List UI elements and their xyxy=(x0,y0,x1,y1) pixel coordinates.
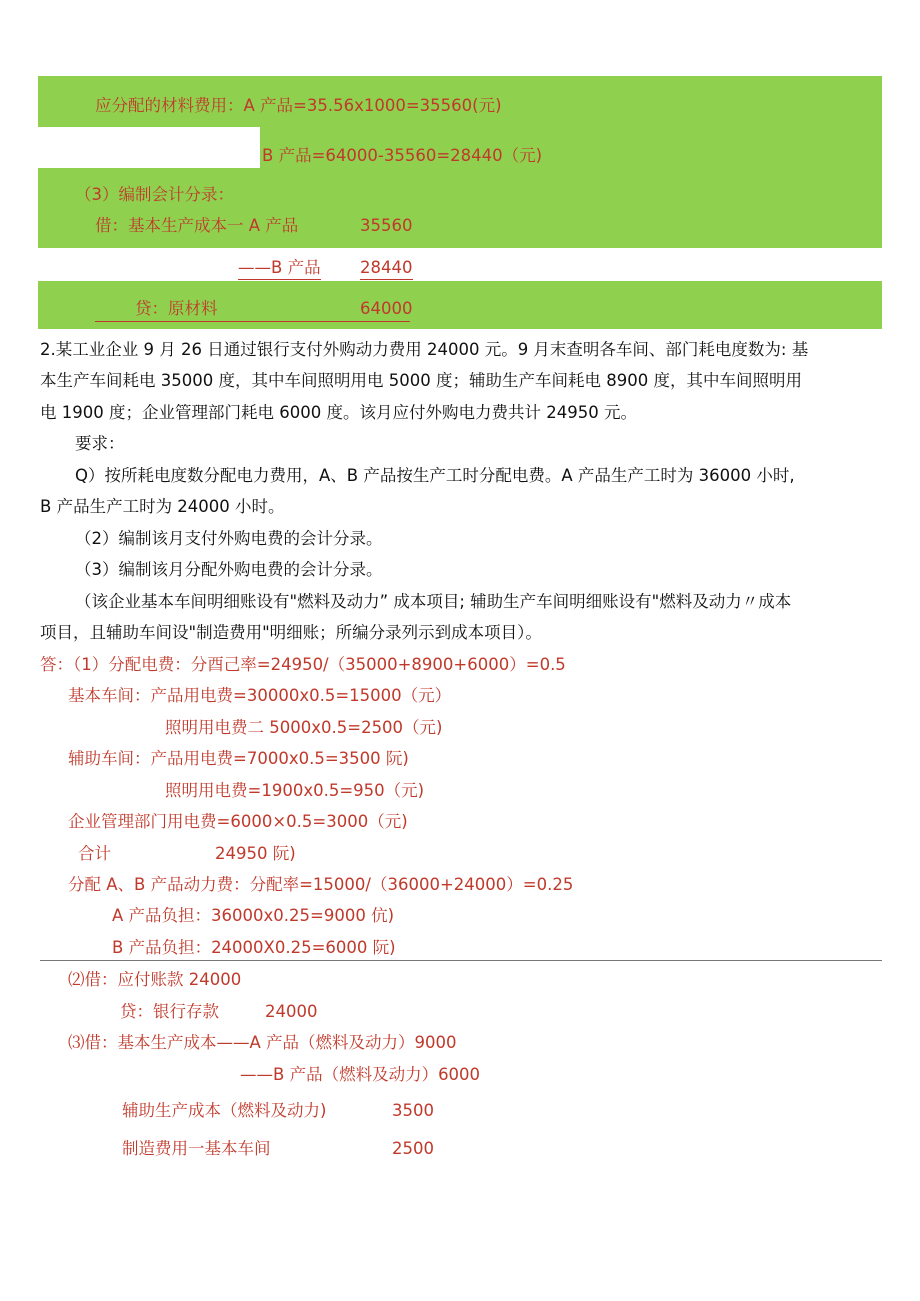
answer-a-share: A 产品负担：36000x0.25=9000 伉) xyxy=(112,906,395,925)
answer-admin: 企业管理部门用电费=6000×0.5=3000（元) xyxy=(68,812,408,831)
entry3-debit-b: ——B 产品（燃料及动力）6000 xyxy=(240,1065,481,1084)
question-para-1: 2.某工业企业 9 月 26 日通过银行支付外购动力费用 24000 元。9 月末查明各车间、部门耗电度数为: 基 xyxy=(40,340,809,359)
material-cost-line: 应分配的材料费用：A 产品=35.56x1000=35560(元) xyxy=(95,96,502,115)
debit-amount-b: 28440 xyxy=(360,257,413,280)
answer-aux-lighting: 照明用电费=1900x0.5=950（元) xyxy=(165,781,425,800)
answer-rate: 答：（1）分配电费：分酉己率=24950/（35000+8900+6000）=0.5 xyxy=(40,655,566,674)
debit-line-a: 借：基本生产成本一 A 产品 xyxy=(95,216,299,235)
entry2-debit: ⑵借：应付账款 24000 xyxy=(68,970,242,989)
entry2-credit-label: 贷：银行存款 xyxy=(120,1002,219,1021)
credit-underline xyxy=(95,321,410,322)
answer-ab-rate: 分配 A、B 产品动力费：分配率=15000/（36000+24000）=0.25 xyxy=(68,875,574,894)
credit-line: 贷：原材料 xyxy=(135,299,218,318)
requirement-2: （2）编制该月支付外购电费的会计分录。 xyxy=(75,529,383,548)
entry3-overhead-label: 制造费用一基本车间 xyxy=(122,1139,271,1158)
note-line-2: 项目，且辅助车间设"制造费用"明细账；所编分录列示到成本项目）。 xyxy=(40,623,542,642)
answer-total-label: 合计 xyxy=(78,844,111,863)
entry2-credit-amount: 24000 xyxy=(265,1002,318,1021)
journal-entry-heading: （3）编制会计分录： xyxy=(75,185,234,204)
credit-amount: 64000 xyxy=(360,299,413,318)
debit-line-b: ——B 产品 xyxy=(238,257,321,280)
answer-basic-lighting: 照明用电费二 5000x0.5=2500（元) xyxy=(165,718,443,737)
entry3-aux-amount: 3500 xyxy=(392,1101,434,1120)
question-para-3: 电 1900 度；企业管理部门耗电 6000 度。该月应付外购电力费共计 24950 元。 xyxy=(40,403,637,422)
answer-b-share: B 产品负担：24000X0.25=6000 阮) xyxy=(112,938,396,957)
requirement-1: Q）按所耗电度数分配电力费用，A、B 产品按生产工时分配电费。A 产品生产工时为 36000 小时, xyxy=(75,466,795,485)
answer-basic-workshop: 基本车间：产品用电费=30000x0.5=15000（元） xyxy=(68,686,452,705)
note-line-1: （该企业基本车间明细账设有"燃料及动力” 成本项目; 辅助生产车间明细账设有"燃料及动力〃成本 xyxy=(75,592,792,611)
debit-amount-a: 35560 xyxy=(360,216,413,235)
requirement-3: （3）编制该月分配外购电费的会计分录。 xyxy=(75,560,383,579)
product-b-cost-line: B 产品=64000-35560=28440（元) xyxy=(262,146,543,165)
entry3-overhead-amount: 2500 xyxy=(392,1139,434,1158)
answer-aux-workshop: 辅助车间：产品用电费=7000x0.5=3500 阮) xyxy=(68,749,409,768)
entry3-aux-label: 辅助生产成本（燃料及动力) xyxy=(122,1101,327,1120)
requirements-label: 要求： xyxy=(75,434,125,453)
answer-total-value: 24950 阮) xyxy=(215,844,296,863)
divider xyxy=(40,960,882,961)
question-para-2: 本生产车间耗电 35000 度，其中车间照明用电 5000 度；辅助生产车间耗电 8900 度，其中车间照明用 xyxy=(40,371,802,390)
requirement-1-cont: B 产品生产工时为 24000 小时。 xyxy=(40,497,285,516)
entry3-debit-a: ⑶借：基本生产成本——A 产品（燃料及动力）9000 xyxy=(68,1033,457,1052)
